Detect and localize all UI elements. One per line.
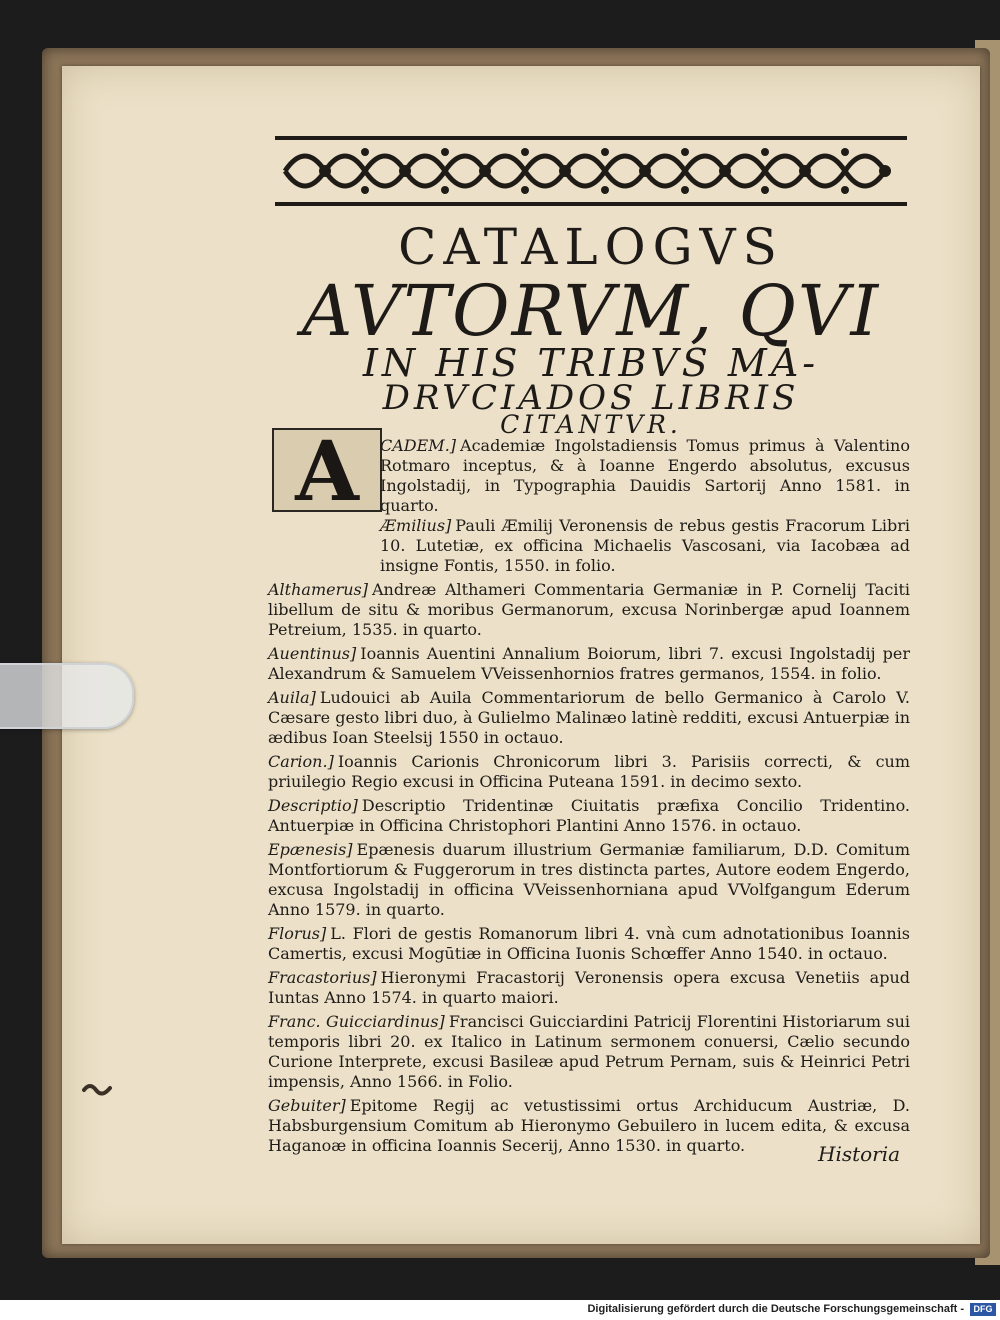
footer-credit: Digitalisierung gefördert durch die Deutsche Forschungsgemeinschaft - <box>587 1303 964 1315</box>
wormhole-damage-icon <box>82 1082 112 1096</box>
entry-key: Epænesis] <box>268 840 353 859</box>
entry-key: Auila] <box>268 688 316 707</box>
entry-key: Althamerus] <box>268 580 368 599</box>
title-line-1: CATALOGVS <box>398 218 784 276</box>
catalog-entry <box>268 436 910 516</box>
entry-text: Pauli Æmilij Veronensis de rebus gestis Fracorum Libri 10. Lutetiæ, ex officina Michaelis Vascosani, via Iacobæa ad insigne Fontis, 1550. in folio. <box>380 516 910 575</box>
entry-key: Florus] <box>268 924 327 943</box>
catalog-entry <box>268 644 910 684</box>
catalog-entry <box>268 840 910 920</box>
entry-key: Carion.] <box>268 752 334 771</box>
entry-key: Fracastorius] <box>268 968 377 987</box>
title-line-5: CITANTVR. <box>500 410 682 439</box>
entry-key: Æmilius] <box>380 516 452 535</box>
entry-key: Franc. Guicciardinus] <box>268 1012 445 1031</box>
entry-text: Ioannis Auentini Annalium Boiorum, libri 7. excusi Ingolstadij per Alexandrum & Samuelem VVeissenhornios fratres germanos, 1554. in folio. <box>268 644 910 683</box>
catalog-entry <box>268 968 910 1008</box>
catalog-entry <box>268 516 910 576</box>
catalog-entry <box>268 924 910 964</box>
catalog-entries <box>268 436 910 1160</box>
title-line-4: DRVCIADOS LIBRIS <box>382 378 800 418</box>
entry-text: Academiæ Ingolstadiensis Tomus primus à Valentino Rotmaro inceptus, & à Ioanne Engerdo absolutus, excusus Ingolstadij, in Typographia Dauidis Sartorij Anno 1581. in quarto. <box>380 436 910 515</box>
entry-text: Hieronymi Fracastorij Veronensis opera excusa Venetiis apud Iuntas Anno 1574. in quarto maiori. <box>268 968 910 1007</box>
dfg-logo: DFG <box>970 1303 996 1316</box>
entry-key: Descriptio] <box>268 796 358 815</box>
catalog-entry <box>268 580 910 640</box>
entry-text: Andreæ Althameri Commentaria Germaniæ in P. Cornelij Taciti libellum de situ & moribus Germanorum, excusa Norinbergæ apud Ioannem Petreium, 1535. in quarto. <box>268 580 910 639</box>
entry-key: CADEM.] <box>380 436 457 455</box>
catalog-entry <box>268 1096 910 1156</box>
catalog-entry <box>268 796 910 836</box>
entry-text: Ludouici ab Auila Commentariorum de bello Germanico à Carolo V. Cæsare gesto libri duo, à Gulielmo Malinæo latinè redditi, excusi Antuerpiæ in ædibus Ioan Steelsij 1550 in octauo. <box>268 688 910 747</box>
title-line-3: IN HIS TRIBVS MA- <box>362 341 820 385</box>
entry-text: Francisci Guicciardini Patricij Florentini Historiarum sui temporis libri 20. ex Italico in Latinum sermonem conuersi, Cælio secundo Curione Interprete, excusi Basileæ apud Petrum Pernam, suis & Heinrici Petri impensis, Anno 1566. in Folio. <box>268 1012 911 1091</box>
entry-key: Auentinus] <box>268 644 357 663</box>
catchword: Historia <box>818 1142 901 1166</box>
entry-text: Epænesis duarum illustrium Germaniæ familiarum, D.D. Comitum Montfortiorum & Fuggerorum in tres distincta partes, Autore eodem Engerdo, excusa Ingolstadij in officina VVeissenhorniana apud VVolfgangum Ederum Anno 1579. in quarto. <box>268 840 910 919</box>
entry-text: L. Flori de gestis Romanorum libri 4. vnà cum adnotationibus Ioannis Camertis, excusi Mogūtiæ in Officina Iuonis Schœffer Anno 1540. in octauo. <box>268 924 910 963</box>
footer-bar <box>0 1300 1000 1320</box>
catalog-entry <box>268 1012 910 1092</box>
entry-text: Epitome Regij ac vetustissimi ortus Archiducum Austriæ, D. Habsburgensium Comitum ab Hieronymo Gebuilero in lucem edita, & excusa Haganoæ in officina Ioannis Secerij, Anno 1530. in quarto. <box>268 1096 910 1155</box>
initial-letter: A <box>295 424 359 520</box>
page-clip <box>0 663 134 729</box>
entry-text: Ioannis Carionis Chronicorum libri 3. Parisiis correcti, & cum priuilegio Regio excusi in Officina Puteana 1591. in decimo sexto. <box>268 752 910 791</box>
entry-key: Gebuiter] <box>268 1096 346 1115</box>
ornament-band-icon <box>275 128 907 214</box>
title-line-2: AVTORVM, QVI <box>301 270 881 352</box>
entry-text: Descriptio Tridentinæ Ciuitatis præfixa Concilio Tridentino. Antuerpiæ in Officina Christophori Plantini Anno 1576. in octauo. <box>268 796 910 835</box>
catalog-entry <box>268 688 910 748</box>
catalog-entry <box>268 752 910 792</box>
